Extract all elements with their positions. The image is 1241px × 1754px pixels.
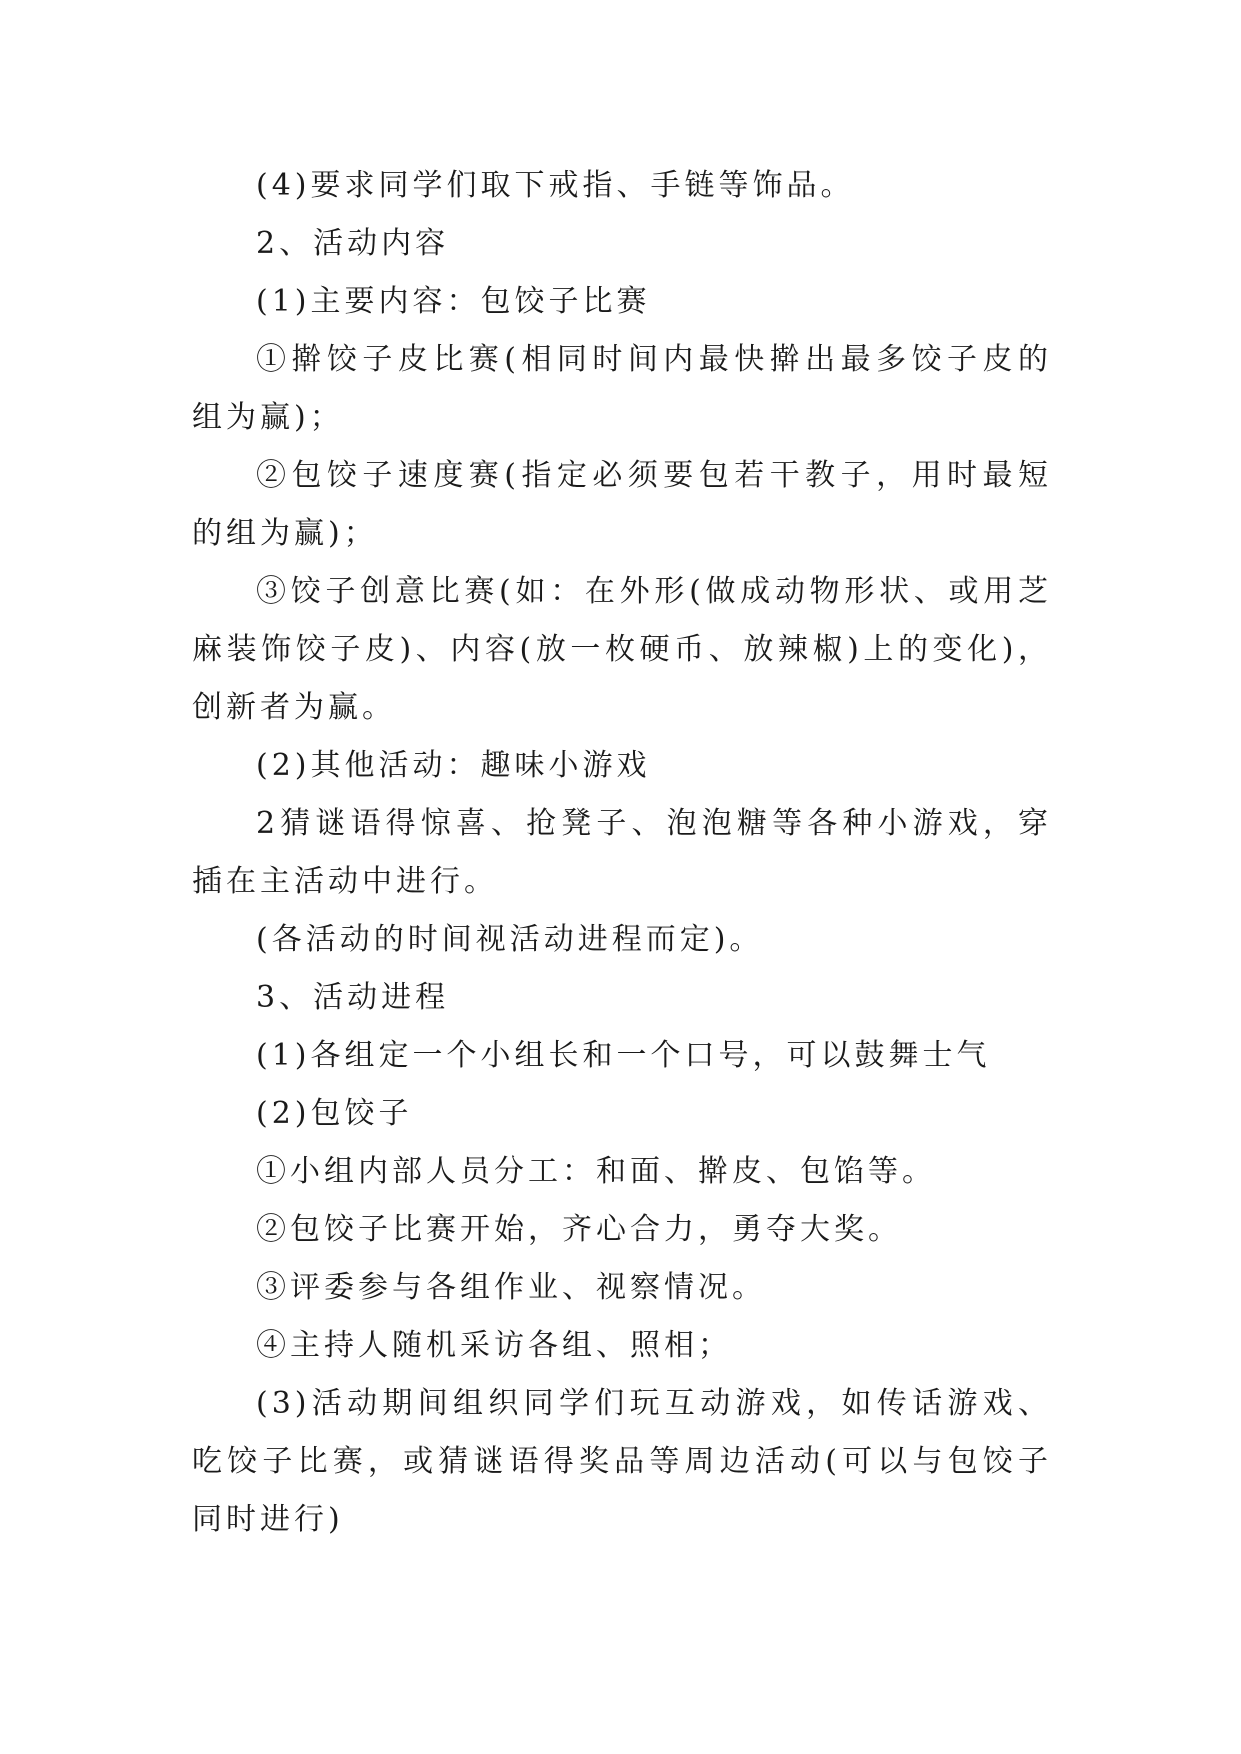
section-heading-activity-content: 2、活动内容 <box>256 226 450 261</box>
paragraph-judges: ③评委参与各组作业、视察情况。 <box>256 1270 766 1305</box>
paragraph-make-dumplings: (2)包饺子 <box>256 1096 413 1131</box>
section-heading-activity-process: 3、活动进程 <box>256 980 450 1015</box>
paragraph-time-note: (各活动的时间视活动进程而定)。 <box>256 922 764 957</box>
document-body <box>192 157 1052 1549</box>
paragraph-other-activities: (2)其他活动：趣味小游戏 <box>256 748 651 783</box>
paragraph-rolling-contest: ①擀饺子皮比赛(相同时间内最快擀出最多饺子皮的组为赢)； <box>192 342 1052 435</box>
paragraph-item-4: (4)要求同学们取下戒指、手链等饰品。 <box>256 168 855 203</box>
paragraph-division-of-labor: ①小组内部人员分工：和面、擀皮、包馅等。 <box>256 1154 936 1189</box>
paragraph-group-leader: (1)各组定一个小组长和一个口号，可以鼓舞士气 <box>256 1038 991 1073</box>
paragraph-speed-contest: ②包饺子速度赛(指定必须要包若干教子，用时最短的组为赢)； <box>192 458 1052 551</box>
paragraph-contest-start: ②包饺子比赛开始，齐心合力，勇夺大奖。 <box>256 1212 902 1247</box>
paragraph-interactive-games: (3)活动期间组织同学们玩互动游戏，如传话游戏、吃饺子比赛，或猜谜语得奖品等周边活动(可以与包饺子同时进行) <box>192 1386 1052 1537</box>
paragraph-main-content: (1)主要内容：包饺子比赛 <box>256 284 651 319</box>
paragraph-host-interview: ④主持人随机采访各组、照相； <box>256 1328 732 1363</box>
paragraph-mini-games: 2猜谜语得惊喜、抢凳子、泡泡糖等各种小游戏，穿插在主活动中进行。 <box>192 806 1052 899</box>
paragraph-creative-contest: ③饺子创意比赛(如：在外形(做成动物形状、或用芝麻装饰饺子皮)、内容(放一枚硬币、放辣椒)上的变化)，创新者为赢。 <box>192 574 1052 725</box>
